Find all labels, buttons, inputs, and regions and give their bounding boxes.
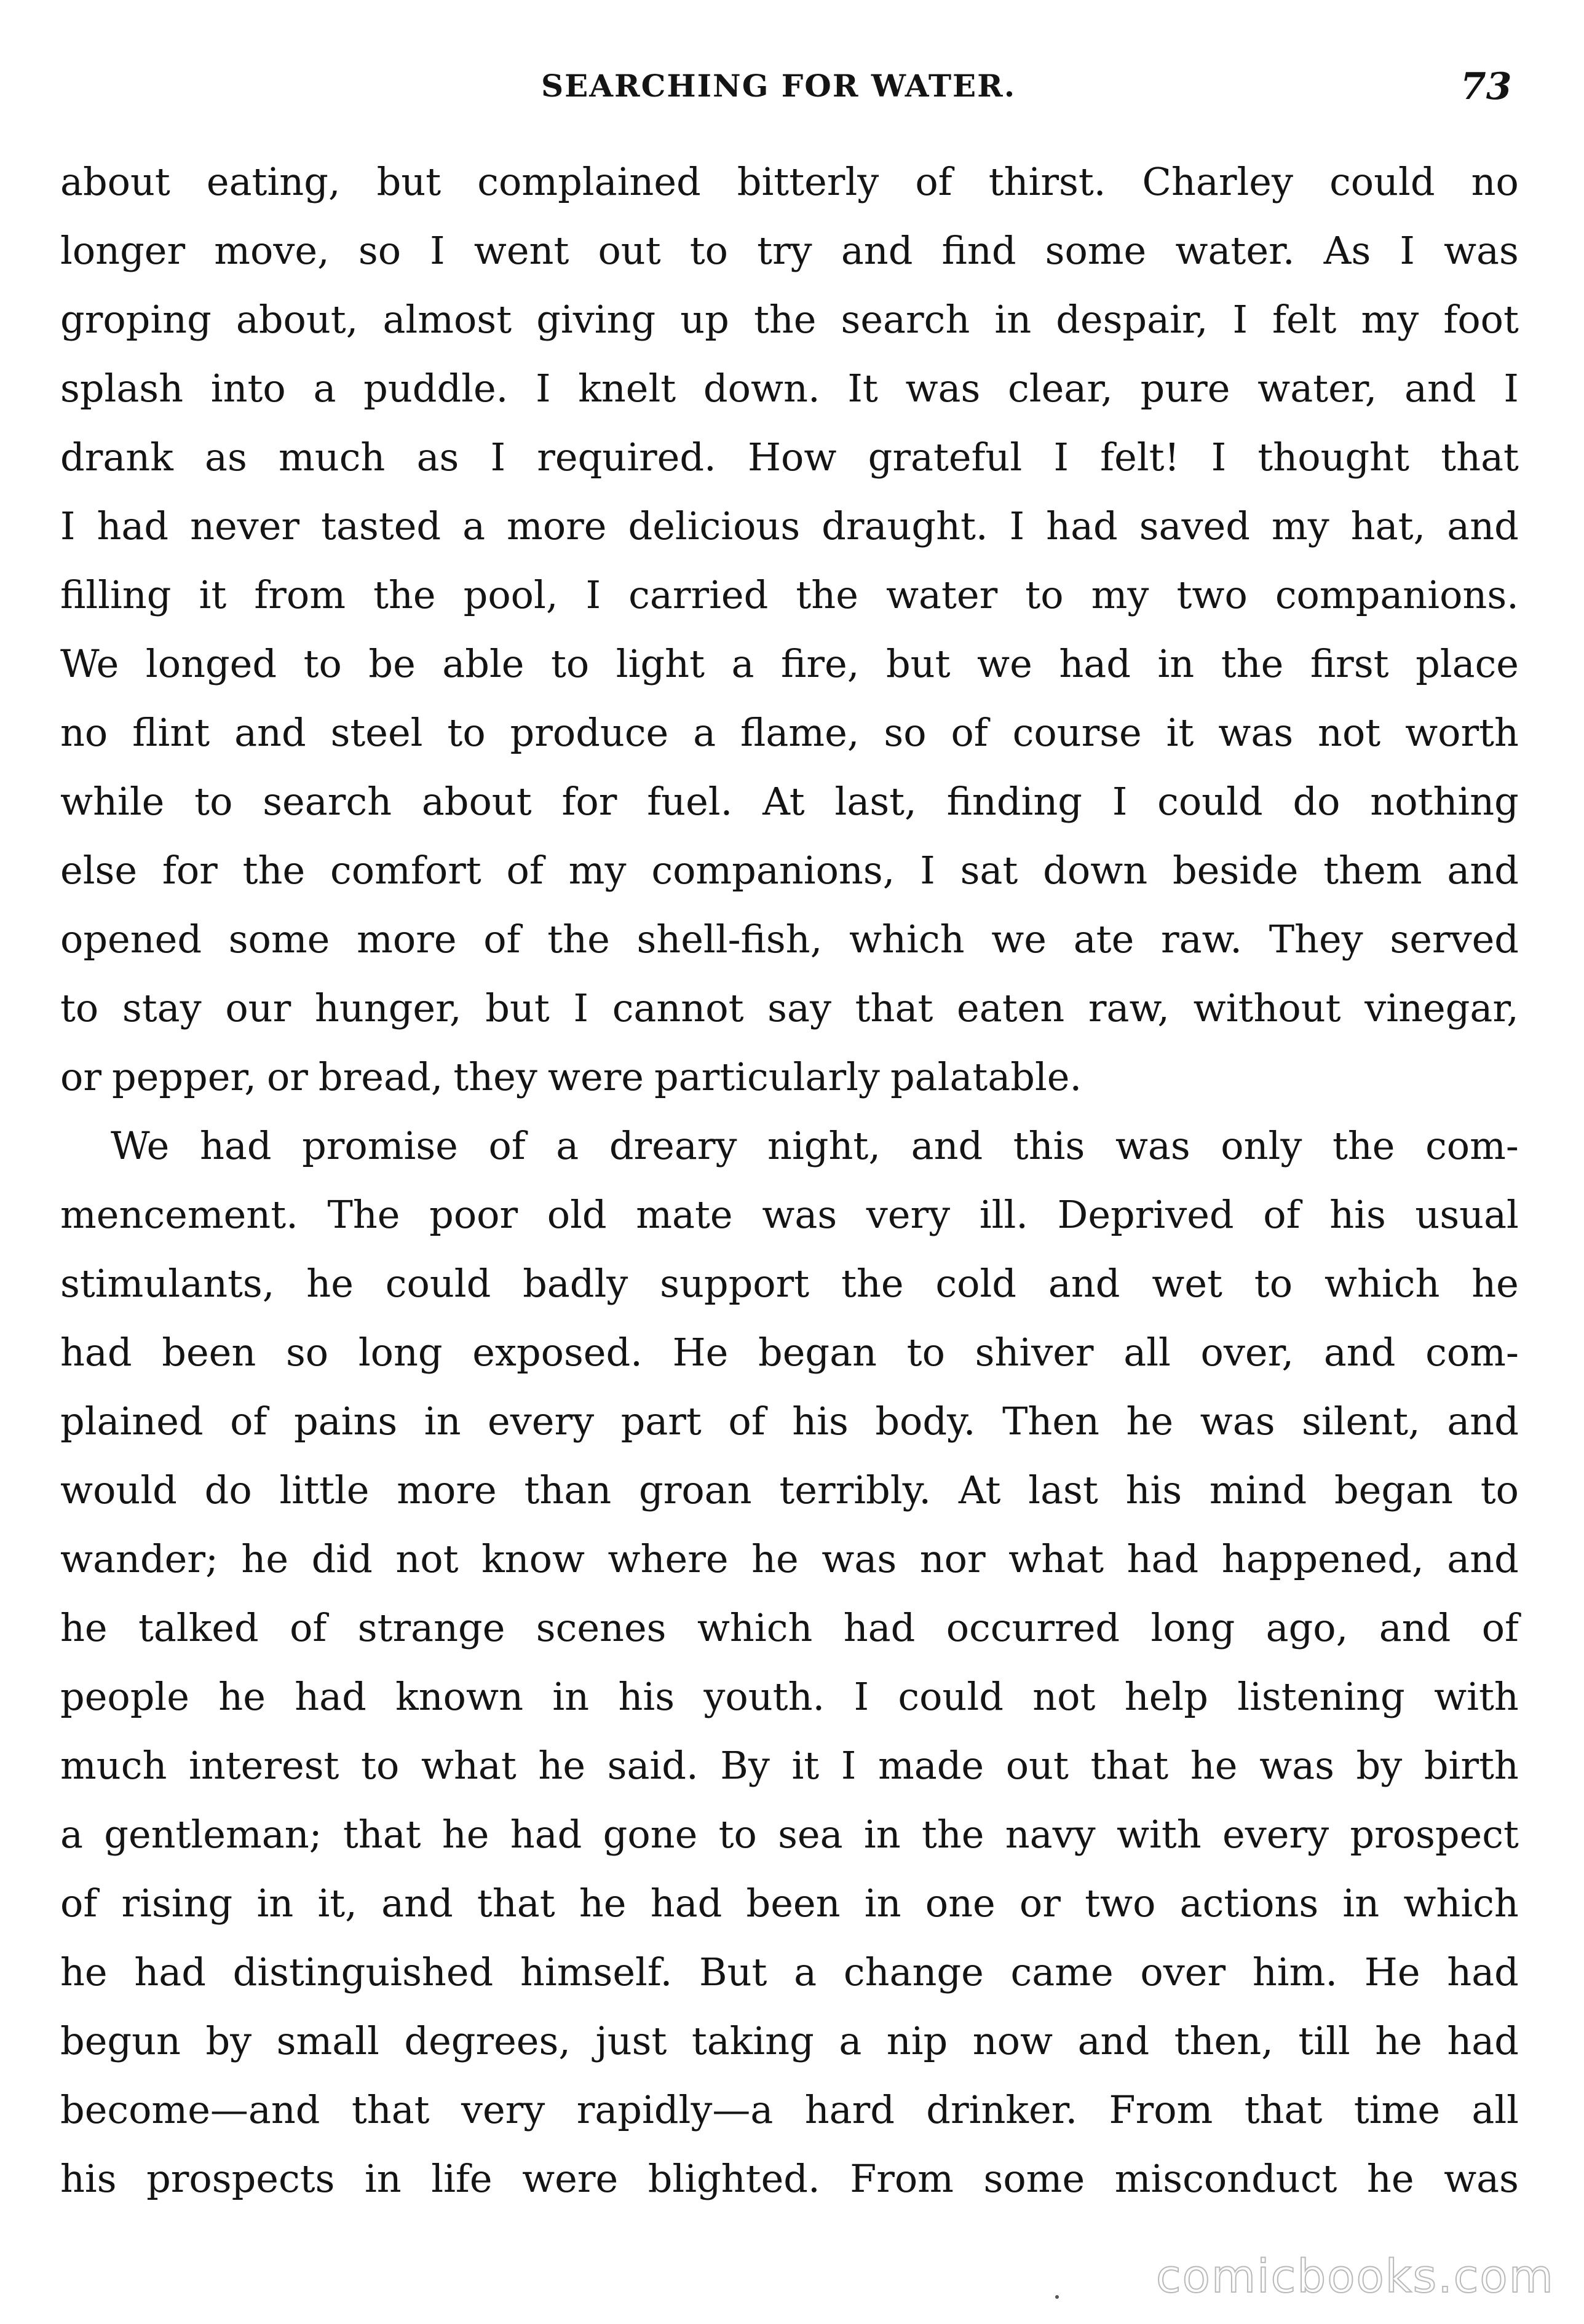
text-line: We had promise of a dreary night, and this was only the com- <box>111 1123 1519 1168</box>
text-line: wander; he did not know where he was nor what had happened, and <box>60 1536 1519 1581</box>
text-line: people he had known in his youth. I could not help listening with <box>60 1674 1519 1719</box>
text-line: begun by small degrees, just taking a nip now and then, till he had <box>60 2018 1519 2063</box>
text-line: plained of pains in every part of his body. Then he was silent, and <box>60 1399 1519 1444</box>
text-line: about eating, but complained bitterly of thirst. Charley could no <box>60 159 1519 204</box>
text-line: groping about, almost giving up the search in despair, I felt my foot <box>60 297 1519 342</box>
paragraph <box>60 148 1519 1112</box>
running-head <box>0 65 1584 123</box>
text-line: a gentleman; that he had gone to sea in the navy with every prospect <box>60 1812 1519 1857</box>
text-line: splash into a puddle. I knelt down. It was clear, pure water, and I <box>60 366 1519 411</box>
text-line: We longed to be able to light a fire, but we had in the first place <box>60 641 1519 686</box>
text-line: drank as much as I required. How grateful I felt! I thought that <box>60 435 1519 480</box>
watermark: comicbooks.com <box>1156 2250 1554 2303</box>
text-line: longer move, so I went out to try and find some water. As I was <box>60 228 1519 273</box>
text-line: stimulants, he could badly support the cold and wet to which he <box>60 1261 1519 1306</box>
text-line: else for the comfort of my companions, I sat down beside them and <box>60 848 1519 893</box>
text-line: had been so long exposed. He began to shiver all over, and com- <box>60 1330 1519 1375</box>
text-line: would do little more than groan terribly. At last his mind began to <box>60 1468 1519 1512</box>
text-line: much interest to what he said. By it I made out that he was by birth <box>60 1743 1519 1788</box>
text-line: to stay our hunger, but I cannot say that eaten raw, without vinegar, <box>60 986 1519 1030</box>
text-line: mencement. The poor old mate was very ill. Deprived of his usual <box>60 1192 1519 1237</box>
text-line: he had distinguished himself. But a change came over him. He had <box>60 1950 1519 1994</box>
body-text <box>60 148 1519 2213</box>
text-line: of rising in it, and that he had been in one or two actions in which <box>60 1881 1519 1926</box>
text-line: he talked of strange scenes which had occurred long ago, and of <box>60 1605 1519 1650</box>
text-line: or pepper, or bread, they were particularly palatable. <box>60 1054 1082 1099</box>
text-line: become—and that very rapidly—a hard drinker. From that time all <box>60 2087 1519 2132</box>
text-line: filling it from the pool, I carried the water to my two companions. <box>60 572 1519 617</box>
running-title: SEARCHING FOR WATER. <box>541 68 1016 104</box>
text-line: I had never tasted a more delicious draught. I had saved my hat, and <box>60 504 1519 548</box>
text-line: his prospects in life were blighted. From some misconduct he was <box>60 2156 1519 2201</box>
text-line: no flint and steel to produce a flame, so of course it was not worth <box>60 710 1519 755</box>
text-line: opened some more of the shell-fish, which we ate raw. They served <box>60 917 1519 962</box>
ink-speck <box>1055 2295 1059 2299</box>
page-number: 73 <box>1460 65 1512 108</box>
text-line: while to search about for fuel. At last, finding I could do nothing <box>60 779 1519 824</box>
paragraph <box>60 1112 1519 2213</box>
